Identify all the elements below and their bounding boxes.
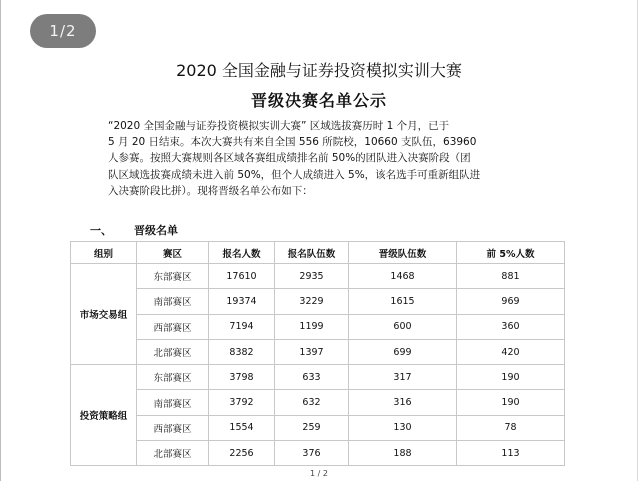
table-cell: 东部赛区 (137, 365, 209, 390)
table-row (71, 390, 565, 415)
section-number: 一、 (90, 224, 112, 237)
table-cell: 17610 (209, 264, 275, 289)
table-row (71, 415, 565, 440)
table-cell: 317 (349, 365, 457, 390)
table-cell: 北部赛区 (137, 339, 209, 364)
table-cell: 1615 (349, 289, 457, 314)
intro-paragraph (86, 118, 556, 199)
intro-line: 队区域选拔赛成绩未进入前 50%，但个人成绩进入 5%，该名选手可重新组队进 (108, 168, 481, 181)
intro-line: 人参赛。按照大赛规则各区域各赛组成绩排名前 50%的团队进入决赛阶段（团 (108, 152, 471, 165)
table-cell: 190 (457, 390, 565, 415)
document-subtitle: 晋级决赛名单公示 (250, 91, 387, 110)
table-cell: 1199 (275, 314, 349, 339)
intro-line: “2020 全国金融与证券投资模拟实训大赛” 区域选拔赛历时 1 个月，已于 (108, 120, 450, 132)
column-header: 晋级队伍数 (349, 242, 457, 264)
table-row (71, 314, 565, 339)
table-cell: 881 (457, 264, 565, 289)
table-row (71, 289, 565, 314)
column-header: 前 5%人数 (457, 242, 565, 264)
table-cell: 3229 (275, 289, 349, 314)
table-cell: 78 (457, 415, 565, 440)
table-cell: 2256 (209, 441, 275, 466)
table-cell: 969 (457, 289, 565, 314)
column-header: 赛区 (137, 242, 209, 264)
table-cell: 1468 (349, 264, 457, 289)
table-cell: 2935 (275, 264, 349, 289)
page-indicator-badge: 1/2 (30, 14, 96, 48)
document-title: 2020 全国金融与证券投资模拟实训大赛 (176, 61, 462, 80)
group-name-cell: 市场交易组 (71, 264, 137, 365)
column-header: 报名队伍数 (275, 242, 349, 264)
table-cell: 376 (275, 441, 349, 466)
table-cell: 600 (349, 314, 457, 339)
table-cell: 632 (275, 390, 349, 415)
table-cell: 130 (349, 415, 457, 440)
section-label: 晋级名单 (134, 224, 178, 237)
table-cell: 东部赛区 (137, 264, 209, 289)
table-cell: 北部赛区 (137, 441, 209, 466)
table-cell: 190 (457, 365, 565, 390)
table-cell: 113 (457, 441, 565, 466)
table-cell: 360 (457, 314, 565, 339)
table-cell: 699 (349, 339, 457, 364)
table-cell: 西部赛区 (137, 415, 209, 440)
group-name-cell: 投资策略组 (71, 365, 137, 466)
table-cell: 南部赛区 (137, 390, 209, 415)
intro-line: 5 月 20 日结束。本次大赛共有来自全国 556 所院校，10660 支队伍，63960 (108, 136, 477, 149)
table-cell: 南部赛区 (137, 289, 209, 314)
table-row (71, 339, 565, 364)
table-cell: 188 (349, 441, 457, 466)
table-row (71, 365, 565, 390)
section-heading (90, 222, 178, 238)
intro-line: 入决赛阶段比拼）。现将晋级名单公布如下： (108, 184, 313, 197)
column-header: 组别 (71, 242, 137, 264)
table-cell: 3798 (209, 365, 275, 390)
table-cell: 1397 (275, 339, 349, 364)
page-number: 1 / 2 (310, 469, 328, 478)
table-cell: 316 (349, 390, 457, 415)
qualification-table (70, 241, 565, 466)
table-cell: 420 (457, 339, 565, 364)
table-cell: 1554 (209, 415, 275, 440)
table-cell: 633 (275, 365, 349, 390)
table-header-row (71, 242, 565, 264)
table-cell: 7194 (209, 314, 275, 339)
table-cell: 西部赛区 (137, 314, 209, 339)
table-row (71, 264, 565, 289)
table-cell: 259 (275, 415, 349, 440)
table-cell: 19374 (209, 289, 275, 314)
column-header: 报名人数 (209, 242, 275, 264)
table-cell: 8382 (209, 339, 275, 364)
table-row (71, 441, 565, 466)
table-cell: 3792 (209, 390, 275, 415)
